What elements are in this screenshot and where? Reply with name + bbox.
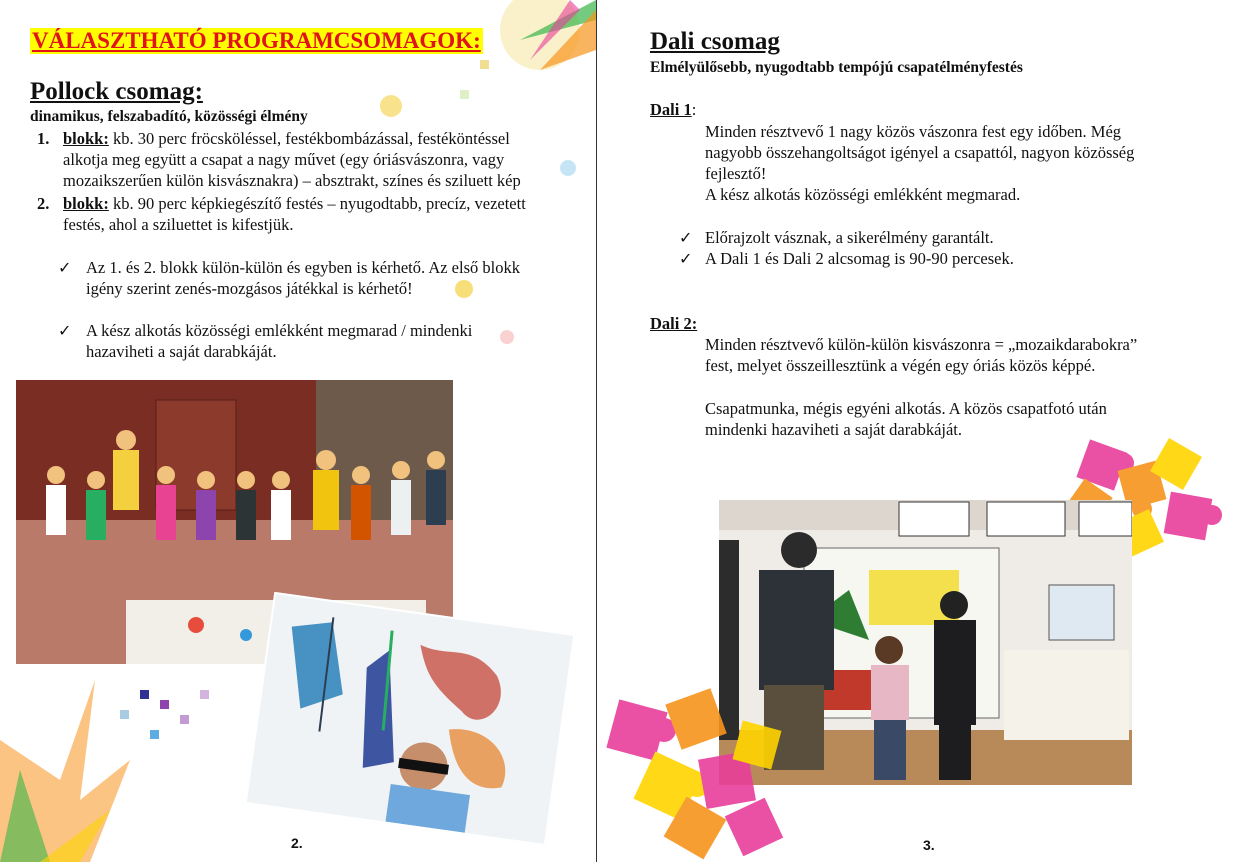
dali-subtitle: Elmélyülősebb, nyugodtabb tempójú csapatélményfestés: [650, 59, 1023, 76]
dali1-label: Dali 1: [650, 100, 692, 119]
dali1-text: Minden résztvevő 1 nagy közös vászonra fest egy időben. Még: [705, 122, 1122, 141]
dali2-text: Csapatmunka, mégis egyéni alkotás. A közös csapatfotó után: [705, 399, 1107, 418]
check-icon: ✓: [58, 258, 72, 277]
pollock-heading: Pollock csomag:: [30, 78, 203, 105]
right-page: [597, 0, 1243, 862]
note-text: hazaviheti a saját darabkáját.: [86, 342, 277, 361]
list-item-text: alkotja meg együtt a csapat a nagy művet (egy óriásvászonra, vagy: [63, 150, 505, 169]
painting-photo: [245, 592, 576, 846]
list-item-2: [63, 193, 526, 214]
list-item-text: kb. 30 perc fröcsköléssel, festékbombázással, festéköntéssel: [108, 129, 510, 148]
dali2-text: Minden résztvevő külön-külön kisvászonra = „mozaikdarabokra”: [705, 335, 1138, 354]
list-number: 1.: [37, 129, 50, 148]
block-label: blokk:: [63, 194, 109, 213]
list-item-text: mozaikszerűen külön kisvásznakra) – absztrakt, színes és sziluett kép: [63, 171, 521, 190]
page-number: 2.: [291, 835, 303, 851]
list-item-1: [63, 128, 510, 149]
dali1-text: nagyobb összehangoltságot igényel a csapattól, nagyon közösség: [705, 143, 1135, 162]
dali1-check-text: Előrajzolt vásznak, a sikerélmény garantált.: [705, 228, 994, 247]
puzzle-icon: [602, 685, 802, 860]
dali2-text: mindenki hazaviheti a saját darabkáját.: [705, 420, 963, 439]
list-number: 2.: [37, 194, 50, 213]
paint-dot: [455, 280, 473, 298]
page-title: VÁLASZTHATÓ PROGRAMCSOMAGOK:: [32, 28, 481, 53]
paint-splash-decoration: [0, 660, 260, 862]
dali1-text: A kész alkotás közösségi emlékként megmarad.: [705, 185, 1021, 204]
paint-dot: [500, 330, 514, 344]
pollock-subtitle: dinamikus, felszabadító, közösségi élmény: [30, 108, 308, 125]
dali1-colon: :: [691, 100, 697, 119]
check-icon: ✓: [58, 321, 72, 340]
dali2-heading: [650, 313, 697, 334]
check-icon: ✓: [679, 228, 693, 247]
dali1-check-text: A Dali 1 és Dali 2 alcsomag is 90-90 percesek.: [705, 249, 1014, 268]
list-item-text: festés, ahol a sziluettet is kifestjük.: [63, 215, 294, 234]
dali-heading: Dali csomag: [650, 28, 780, 55]
dali2-text: fest, melyet összeillesztünk a végén egy óriás közös képpé.: [705, 356, 1096, 375]
note-text: igény szerint zenés-mozgásos játékkal is kérhető!: [86, 279, 413, 298]
dali1-text: fejlesztő!: [705, 164, 767, 183]
block-label: blokk:: [63, 129, 109, 148]
paint-splash-decoration: [420, 0, 596, 120]
left-page: [0, 0, 596, 862]
paint-dot: [560, 160, 576, 176]
list-item-text: kb. 90 perc képkiegészítő festés – nyugodtabb, precíz, vezetett: [108, 194, 526, 213]
check-icon: ✓: [679, 249, 693, 268]
dali1-heading: [650, 99, 696, 120]
page-number: 3.: [923, 837, 935, 853]
dali2-label: Dali 2:: [650, 314, 698, 333]
note-text: Az 1. és 2. blokk külön-külön és egyben is kérhető. Az első blokk: [86, 258, 520, 277]
note-text: A kész alkotás közösségi emlékként megmarad / mindenki: [86, 321, 473, 340]
paint-dot: [380, 95, 402, 117]
